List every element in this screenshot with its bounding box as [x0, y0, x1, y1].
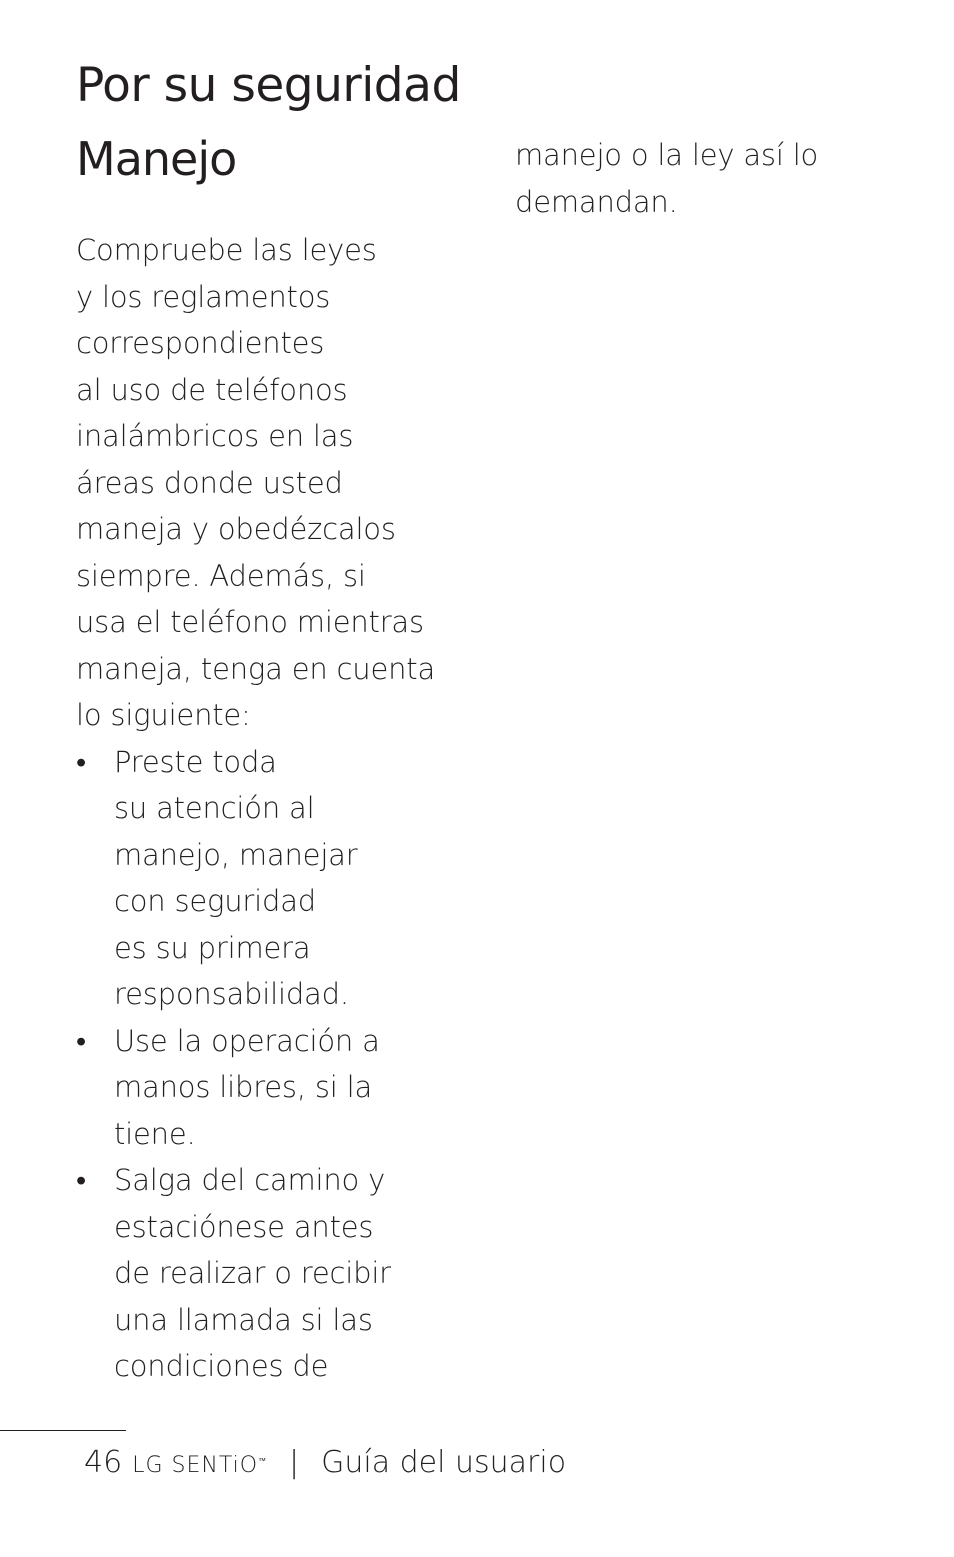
text-line: Compruebe las leyes	[76, 233, 377, 267]
text-line: una llamada si las	[114, 1302, 373, 1337]
footer-separator: |	[289, 1445, 300, 1480]
text-line: con seguridad	[114, 884, 316, 918]
text-line: lo siguiente:	[76, 698, 251, 732]
text-line: tiene.	[114, 1116, 196, 1151]
text-line: usa el teléfono mientras	[76, 605, 424, 639]
bullet-item	[76, 1157, 435, 1390]
subsection-title: Manejo	[76, 132, 237, 186]
text-line: maneja, tenga en cuenta	[76, 651, 436, 686]
text-line: condiciones de	[114, 1349, 329, 1383]
left-column	[76, 227, 435, 1390]
right-column	[515, 132, 818, 225]
bullet-icon: •	[76, 1163, 86, 1197]
text-line: Use la operación a	[114, 1023, 380, 1058]
text-line: y los reglamentos	[76, 279, 331, 314]
page-number: 46	[84, 1445, 123, 1480]
text-line: estaciónese antes	[114, 1209, 374, 1244]
text-line: su atención al	[114, 791, 315, 825]
text-line: siempre. Además, si	[76, 558, 366, 593]
text-line: de realizar o recibir	[114, 1256, 391, 1290]
intro-paragraph	[76, 227, 435, 739]
section-title: Por su seguridad	[76, 58, 461, 113]
text-line: demandan.	[515, 184, 678, 219]
text-line: Salga del camino y	[114, 1163, 386, 1197]
bullet-icon: •	[76, 1023, 86, 1058]
text-line: maneja y obedézcalos	[76, 512, 396, 546]
guide-title: Guía del usuario	[321, 1445, 567, 1480]
text-line: manos libres, si la	[114, 1070, 373, 1104]
text-line: áreas donde usted	[76, 465, 343, 500]
text-line: responsabilidad.	[114, 977, 349, 1011]
text-line: inalámbricos en las	[76, 419, 354, 453]
footer	[84, 1445, 566, 1480]
bullet-item	[76, 1018, 435, 1158]
text-line: manejo o la ley así lo	[515, 138, 819, 172]
text-line: es su primera	[114, 930, 311, 965]
text-line: correspondientes	[76, 326, 325, 360]
text-line: Preste toda	[114, 744, 277, 779]
bullet-icon: •	[76, 744, 86, 779]
brand-logo: LG SENTiO™	[132, 1453, 268, 1478]
footer-rule	[0, 1430, 126, 1431]
bullet-item	[76, 739, 435, 1018]
text-line: manejo, manejar	[114, 837, 358, 872]
text-line: al uso de teléfonos	[76, 372, 348, 407]
